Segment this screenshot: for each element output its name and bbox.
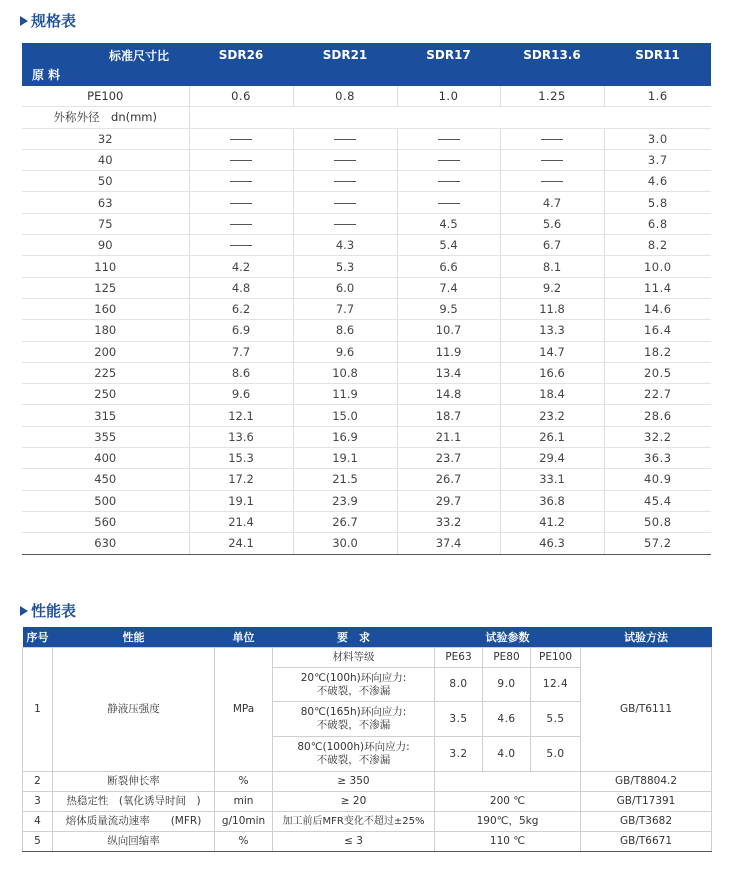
dn-value: 125 (22, 277, 189, 298)
wall-thickness-value: 26.7 (293, 511, 397, 532)
wall-thickness-value: 21.1 (397, 426, 500, 447)
wall-thickness-value: 8.6 (293, 320, 397, 341)
wall-thickness-value: 17.2 (189, 469, 293, 490)
spec-row (22, 235, 711, 256)
dn-value: 450 (22, 469, 189, 490)
wall-thickness-value: 7.4 (397, 277, 500, 298)
condition-cell (273, 702, 435, 737)
unit: % (215, 832, 273, 852)
wall-thickness-value: 13.3 (500, 320, 604, 341)
dn-value: 500 (22, 490, 189, 511)
wall-thickness-value: 45.4 (604, 490, 711, 511)
unit: min (215, 792, 273, 812)
wall-thickness-value: 15.3 (189, 448, 293, 469)
perf-row (23, 772, 712, 792)
wall-thickness-value: 8.1 (500, 256, 604, 277)
wall-thickness-value: 4.6 (604, 171, 711, 192)
col-header-unit: 单位 (215, 627, 273, 648)
dn-value: 40 (22, 149, 189, 170)
test-params: 190℃，5kg (435, 812, 581, 832)
wall-thickness-value: 16.4 (604, 320, 711, 341)
od-label-blank (189, 107, 711, 128)
row-number: 3 (23, 792, 53, 812)
condition-cell (273, 668, 435, 702)
wall-thickness-value: 32.2 (604, 426, 711, 447)
header-diagonal-cell (22, 43, 189, 86)
test-params: 110 ℃ (435, 832, 581, 852)
grade-label: PE100 (531, 648, 581, 668)
test-params (435, 772, 581, 792)
spec-row (22, 128, 711, 149)
wall-thickness-value: 9.6 (189, 384, 293, 405)
col-header: SDR21 (293, 43, 397, 66)
header-ratio-label: 标准尺寸比 (108, 49, 169, 63)
spec-row (22, 341, 711, 362)
wall-thickness-value: 7.7 (293, 298, 397, 319)
wall-thickness-value: 14.6 (604, 298, 711, 319)
triangle-bullet-icon (20, 606, 28, 616)
grade-label: PE63 (435, 648, 483, 668)
pressure-value: 1.25 (500, 86, 604, 107)
not-applicable-dash (189, 149, 293, 170)
wall-thickness-value: 6.8 (604, 213, 711, 234)
wall-thickness-value: 33.1 (500, 469, 604, 490)
param-value: 3.5 (435, 702, 483, 737)
wall-thickness-value: 10.8 (293, 362, 397, 383)
dash-line-icon (334, 224, 356, 225)
param-value: 5.0 (531, 737, 581, 772)
spec-row (22, 213, 711, 234)
condition-line1: 80℃(1000h)环向应力: (297, 741, 410, 753)
row-number: 2 (23, 772, 53, 792)
wall-thickness-value: 24.1 (189, 533, 293, 554)
dash-line-icon (541, 181, 563, 182)
condition-line1: 80℃(165h)环向应力: (300, 706, 407, 718)
test-method: GB/T6671 (581, 832, 712, 852)
col-header-method: 试验方法 (581, 627, 712, 648)
requirement: ≤ 3 (273, 832, 435, 852)
dash-line-icon (230, 203, 252, 204)
spec-row (22, 490, 711, 511)
spec-row (22, 256, 711, 277)
test-method: GB/T8804.2 (581, 772, 712, 792)
spec-row (22, 469, 711, 490)
dash-line-icon (334, 203, 356, 204)
dn-value: 180 (22, 320, 189, 341)
not-applicable-dash (293, 213, 397, 234)
wall-thickness-value: 5.3 (293, 256, 397, 277)
wall-thickness-value: 29.7 (397, 490, 500, 511)
wall-thickness-value: 46.3 (500, 533, 604, 554)
wall-thickness-value: 13.4 (397, 362, 500, 383)
dn-value: 160 (22, 298, 189, 319)
wall-thickness-value: 23.2 (500, 405, 604, 426)
spec-table (22, 43, 711, 555)
not-applicable-dash (293, 192, 397, 213)
spec-row (22, 448, 711, 469)
row-number: 1 (23, 648, 53, 772)
header-spacer (189, 66, 711, 86)
dn-value: 90 (22, 235, 189, 256)
wall-thickness-value: 29.4 (500, 448, 604, 469)
col-header-requirement: 要 求 (273, 627, 435, 648)
wall-thickness-value: 22.7 (604, 384, 711, 405)
wall-thickness-value: 11.9 (293, 384, 397, 405)
spec-row (22, 298, 711, 319)
wall-thickness-value: 11.9 (397, 341, 500, 362)
param-value: 4.0 (483, 737, 531, 772)
spec-row (22, 405, 711, 426)
unit: % (215, 772, 273, 792)
spec-row (22, 277, 711, 298)
pressure-label: PE100 (22, 86, 189, 107)
wall-thickness-value: 5.4 (397, 235, 500, 256)
property-name: 熔体质量流动速率 (MFR) (53, 812, 215, 832)
wall-thickness-value: 10.0 (604, 256, 711, 277)
not-applicable-dash (397, 149, 500, 170)
wall-thickness-value: 57.2 (604, 533, 711, 554)
not-applicable-dash (189, 192, 293, 213)
spec-row (22, 384, 711, 405)
perf-row (23, 812, 712, 832)
not-applicable-dash (293, 128, 397, 149)
col-header-property: 性能 (53, 627, 215, 648)
dn-value: 63 (22, 192, 189, 213)
not-applicable-dash (189, 213, 293, 234)
wall-thickness-value: 33.2 (397, 511, 500, 532)
dn-value: 250 (22, 384, 189, 405)
dn-value: 400 (22, 448, 189, 469)
not-applicable-dash (189, 235, 293, 256)
dn-value: 630 (22, 533, 189, 554)
dash-line-icon (334, 181, 356, 182)
wall-thickness-value: 23.7 (397, 448, 500, 469)
wall-thickness-value: 15.0 (293, 405, 397, 426)
not-applicable-dash (500, 149, 604, 170)
param-value: 8.0 (435, 668, 483, 702)
wall-thickness-value: 18.4 (500, 384, 604, 405)
spec-title-text: 规格表 (31, 12, 77, 30)
col-header-params: 试验参数 (435, 627, 581, 648)
grade-label: PE80 (483, 648, 531, 668)
wall-thickness-value: 3.7 (604, 149, 711, 170)
wall-thickness-value: 5.8 (604, 192, 711, 213)
condition-line2: 不破裂，不渗漏 (316, 684, 391, 697)
requirement: ≥ 350 (273, 772, 435, 792)
col-header: SDR13.6 (500, 43, 604, 66)
dash-line-icon (334, 160, 356, 161)
condition-line1: 20℃(100h)环向应力: (300, 671, 407, 684)
dn-value: 75 (22, 213, 189, 234)
test-method: GB/T3682 (581, 812, 712, 832)
wall-thickness-value: 16.6 (500, 362, 604, 383)
dash-line-icon (438, 139, 460, 140)
wall-thickness-value: 28.6 (604, 405, 711, 426)
dash-line-icon (438, 181, 460, 182)
row-number: 4 (23, 812, 53, 832)
dn-value: 50 (22, 171, 189, 192)
wall-thickness-value: 19.1 (189, 490, 293, 511)
perf-row (23, 792, 712, 812)
dn-value: 560 (22, 511, 189, 532)
wall-thickness-value: 11.4 (604, 277, 711, 298)
wall-thickness-value: 5.6 (500, 213, 604, 234)
dash-line-icon (541, 139, 563, 140)
spec-row (22, 362, 711, 383)
condition-cell (273, 737, 435, 772)
wall-thickness-value: 23.9 (293, 490, 397, 511)
dash-line-icon (334, 139, 356, 140)
property-name: 热稳定性 (氧化诱导时间 ) (53, 792, 215, 812)
wall-thickness-value: 6.6 (397, 256, 500, 277)
wall-thickness-value: 12.1 (189, 405, 293, 426)
perf-section-title (20, 600, 76, 621)
wall-thickness-value: 4.8 (189, 277, 293, 298)
dn-value: 315 (22, 405, 189, 426)
not-applicable-dash (189, 171, 293, 192)
header-material-label: 原 料 (32, 68, 61, 82)
wall-thickness-value: 4.7 (500, 192, 604, 213)
requirement: 加工前后MFR变化不超过±25% (273, 812, 435, 832)
wall-thickness-value: 6.2 (189, 298, 293, 319)
spec-row (22, 511, 711, 532)
wall-thickness-value: 18.7 (397, 405, 500, 426)
wall-thickness-value: 18.2 (604, 341, 711, 362)
perf-title-text: 性能表 (31, 602, 77, 620)
wall-thickness-value: 10.7 (397, 320, 500, 341)
wall-thickness-value: 50.8 (604, 511, 711, 532)
wall-thickness-value: 19.1 (293, 448, 397, 469)
wall-thickness-value: 21.4 (189, 511, 293, 532)
wall-thickness-value: 4.5 (397, 213, 500, 234)
dn-value: 110 (22, 256, 189, 277)
wall-thickness-value: 4.3 (293, 235, 397, 256)
pressure-value: 0.8 (293, 86, 397, 107)
dash-line-icon (230, 224, 252, 225)
wall-thickness-value: 3.0 (604, 128, 711, 149)
dn-value: 32 (22, 128, 189, 149)
property-name: 断裂伸长率 (53, 772, 215, 792)
test-method: GB/T17391 (581, 792, 712, 812)
requirement: ≥ 20 (273, 792, 435, 812)
condition-line2: 不破裂，不渗漏 (316, 719, 391, 731)
row-number: 5 (23, 832, 53, 852)
not-applicable-dash (500, 171, 604, 192)
col-header: SDR17 (397, 43, 500, 66)
dash-line-icon (230, 160, 252, 161)
pressure-value: 1.0 (397, 86, 500, 107)
param-value: 5.5 (531, 702, 581, 737)
not-applicable-dash (500, 128, 604, 149)
param-value: 3.2 (435, 737, 483, 772)
spec-row (22, 192, 711, 213)
dash-line-icon (438, 203, 460, 204)
wall-thickness-value: 16.9 (293, 426, 397, 447)
dash-line-icon (438, 160, 460, 161)
property-name: 纵向回缩率 (53, 832, 215, 852)
wall-thickness-value: 9.2 (500, 277, 604, 298)
wall-thickness-value: 30.0 (293, 533, 397, 554)
property-name: 静液压强度 (53, 648, 215, 772)
not-applicable-dash (397, 192, 500, 213)
not-applicable-dash (293, 149, 397, 170)
test-method: GB/T6111 (581, 648, 712, 772)
wall-thickness-value: 6.0 (293, 277, 397, 298)
dash-line-icon (541, 160, 563, 161)
wall-thickness-value: 6.9 (189, 320, 293, 341)
wall-thickness-value: 4.2 (189, 256, 293, 277)
wall-thickness-value: 21.5 (293, 469, 397, 490)
not-applicable-dash (397, 171, 500, 192)
wall-thickness-value: 40.9 (604, 469, 711, 490)
wall-thickness-value: 7.7 (189, 341, 293, 362)
wall-thickness-value: 36.3 (604, 448, 711, 469)
wall-thickness-value: 20.5 (604, 362, 711, 383)
wall-thickness-value: 36.8 (500, 490, 604, 511)
pressure-value: 1.6 (604, 86, 711, 107)
test-params: 200 ℃ (435, 792, 581, 812)
spec-row (22, 426, 711, 447)
material-grade-label: 材料等级 (273, 648, 435, 668)
param-value: 12.4 (531, 668, 581, 702)
spec-row (22, 149, 711, 170)
wall-thickness-value: 14.8 (397, 384, 500, 405)
pressure-row (22, 86, 711, 107)
col-header: SDR11 (604, 43, 711, 66)
spec-row (22, 533, 711, 554)
wall-thickness-value: 8.6 (189, 362, 293, 383)
unit: g/10min (215, 812, 273, 832)
perf-row (23, 832, 712, 852)
dn-value: 225 (22, 362, 189, 383)
unit: MPa (215, 648, 273, 772)
wall-thickness-value: 14.7 (500, 341, 604, 362)
param-value: 4.6 (483, 702, 531, 737)
wall-thickness-value: 8.2 (604, 235, 711, 256)
spec-row (22, 320, 711, 341)
col-header: SDR26 (189, 43, 293, 66)
od-label: 外称外径 dn(mm) (22, 107, 189, 128)
dash-line-icon (230, 245, 252, 246)
spec-section-title (20, 10, 76, 31)
dash-line-icon (230, 181, 252, 182)
triangle-bullet-icon (20, 16, 28, 26)
wall-thickness-value: 9.5 (397, 298, 500, 319)
wall-thickness-value: 26.1 (500, 426, 604, 447)
wall-thickness-value: 41.2 (500, 511, 604, 532)
pressure-value: 0.6 (189, 86, 293, 107)
dn-value: 200 (22, 341, 189, 362)
wall-thickness-value: 26.7 (397, 469, 500, 490)
condition-line2: 不破裂，不渗漏 (316, 754, 391, 766)
not-applicable-dash (397, 128, 500, 149)
spec-row (22, 171, 711, 192)
wall-thickness-value: 6.7 (500, 235, 604, 256)
wall-thickness-value: 13.6 (189, 426, 293, 447)
wall-thickness-value: 11.8 (500, 298, 604, 319)
wall-thickness-value: 9.6 (293, 341, 397, 362)
not-applicable-dash (189, 128, 293, 149)
not-applicable-dash (293, 171, 397, 192)
dash-line-icon (230, 139, 252, 140)
param-value: 9.0 (483, 668, 531, 702)
wall-thickness-value: 37.4 (397, 533, 500, 554)
performance-table (22, 627, 712, 852)
col-header-no: 序号 (23, 627, 53, 648)
od-label-row (22, 107, 711, 128)
dn-value: 355 (22, 426, 189, 447)
